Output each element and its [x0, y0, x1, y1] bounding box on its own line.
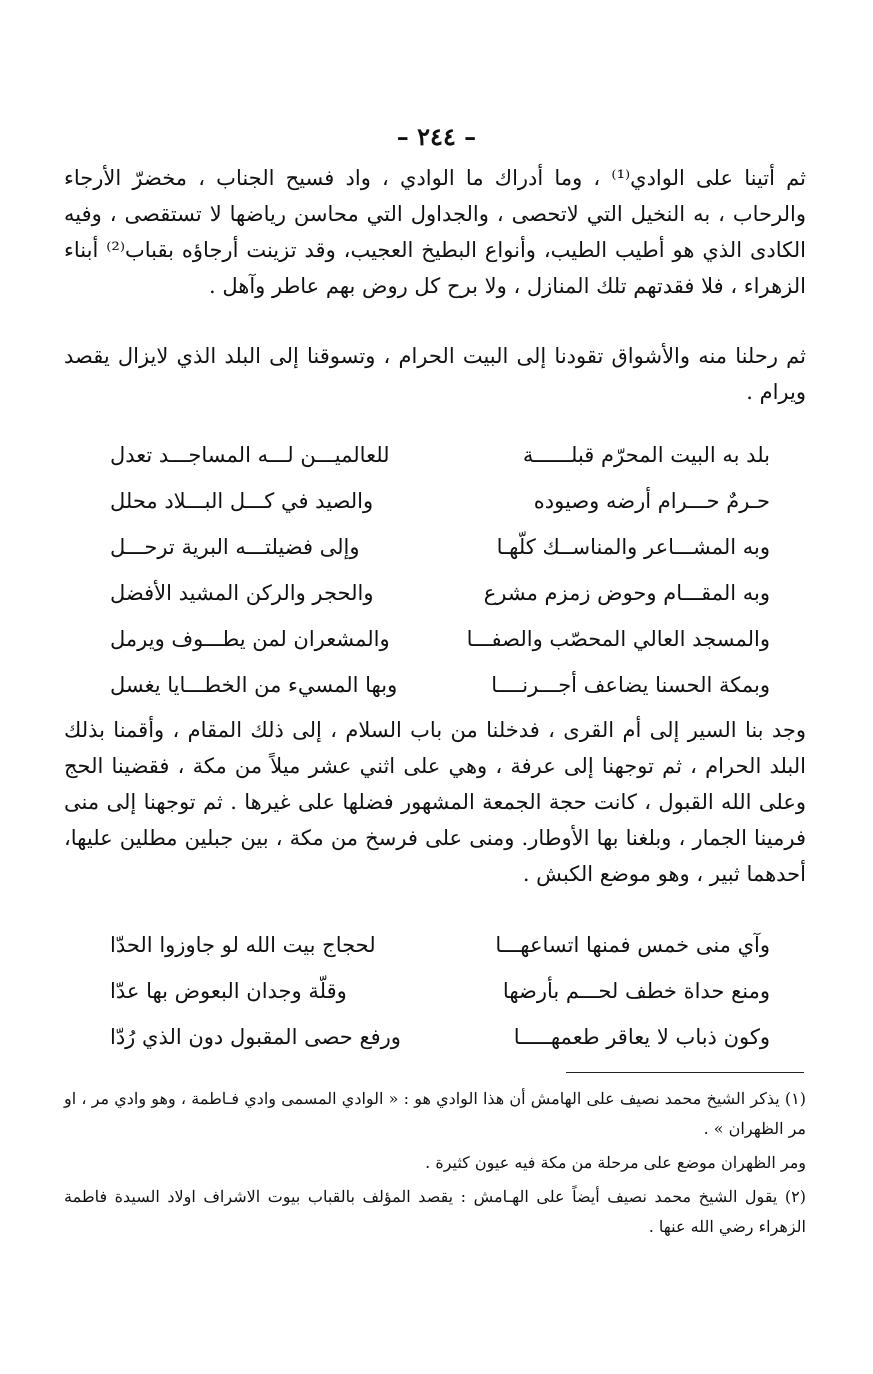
paragraph-text: ثم أتينا على الوادي⁽¹⁾ ، وما أدراك ما الوادي ، واد فسيح الجناب ، مخضرّ الأرجاء والرحاب ، به النخيل التي لاتحصى ، والجداول التي محاسن رياضها لا تستقصى ، وفيه الكادى الذي هو أطيب الطيب، وأنواع البطيخ العجيب، وقد تزينت أرجاؤه بقباب⁽²⁾ أبناء الزهراء ، فلا فقدتهم تلك المنازل ، ولا برح كل روض بهم عاطر وآهل .	[64, 166, 806, 298]
verse-line	[110, 1014, 770, 1060]
verse-second-hemistich: والصيد في كـــل البـــلاد محلل	[110, 489, 374, 513]
verse-first-hemistich: حـرمٌ حـــرام أرضه وصيوده	[533, 489, 770, 513]
footnote-divider	[566, 1072, 804, 1073]
verse-first-hemistich: ومنع حداة خطف لحـــم بأرضها	[502, 979, 770, 1003]
verse-first-hemistich: وبه المقـــام وحوض زمزم مشرع	[483, 581, 770, 605]
verse-second-hemistich: وقلّة وجدان البعوض بها عدّا	[110, 979, 347, 1003]
verse-second-hemistich: لحجاج بيت الله لو جاوزوا الحدّا	[110, 933, 376, 957]
verse-second-hemistich: والحجر والركن المشيد الأفضل	[110, 581, 374, 605]
verse-line	[110, 968, 770, 1014]
verse-second-hemistich: ورفع حصى المقبول دون الذي رُدّا	[110, 1025, 401, 1049]
footnote-2: (٢) يقول الشيخ محمد نصيف أيضاً على الهـامش : يقصد المؤلف بالقباب بيوت الاشراف اولاد السيدة فاطمة الزهراء رضي الله عنها .	[64, 1187, 806, 1236]
footnotes	[64, 1084, 806, 1246]
verse-line	[110, 570, 770, 616]
verse-second-hemistich: والمشعران لمن يطـــوف ويرمل	[110, 627, 390, 651]
paragraph-1	[64, 160, 806, 304]
paragraph-text: وجد بنا السير إلى أم القرى ، فدخلنا من باب السلام ، إلى ذلك المقام ، وأقمنا بذلك البلد الحرام ، ثم توجهنا إلى عرفة ، وهي على اثني عشر ميلاً من مكة ، فقضينا الحج وعلى الله القبول ، كانت حجة الجمعة المشهور فضلها على غيرها . ثم توجهنا إلى منى فرمينا الجمار ، وبلغنا بها الأوطار. ومنى على فرسخ من مكة ، بين جبلين مطلين عليها، أحدهما ثبير ، وهو موضع الكبش .	[64, 718, 806, 886]
footnote-1-continued: ومر الظهران موضع على مرحلة من مكة فيه عيون كثيرة .	[425, 1153, 806, 1172]
poem-1	[110, 432, 770, 708]
verse-line	[110, 662, 770, 708]
verse-line	[110, 478, 770, 524]
verse-first-hemistich: بلد به البيت المحرّم قبلــــــة	[522, 443, 770, 467]
verse-first-hemistich: وآي منى خمس فمنها اتساعهـــا	[495, 933, 770, 957]
verse-second-hemistich: للعالميـــن لـــه المساجـــد تعدل	[110, 443, 390, 467]
verse-first-hemistich: والمسجد العالي المحصّب والصفـــا	[466, 627, 770, 651]
page-number: – ٢٤٤ –	[396, 122, 477, 151]
poem-2	[110, 922, 770, 1060]
paragraph-text: ثم رحلنا منه والأشواق تقودنا إلى البيت الحرام ، وتسوقنا إلى البلد الذي لايزال يقصد ويرام .	[64, 344, 806, 404]
verse-second-hemistich: وبها المسيء من الخطـــايا يغسل	[110, 673, 398, 697]
verse-line	[110, 616, 770, 662]
footnote-1: (١) يذكر الشيخ محمد نصيف على الهامش أن هذا الوادي هو : « الوادي المسمى وادي فـاطمة ، وهو وادي مر ، او مر الظهران » .	[64, 1089, 806, 1138]
verse-second-hemistich: وإلى فضيلتـــه البرية ترحـــل	[110, 535, 360, 559]
paragraph-2	[64, 338, 806, 410]
verse-first-hemistich: وكون ذباب لا يعاقر طعمهـــــا	[513, 1025, 770, 1049]
verse-first-hemistich: وبه المشـــاعر والمناســك كلّهـا	[496, 535, 770, 559]
verse-line	[110, 922, 770, 968]
verse-line	[110, 432, 770, 478]
paragraph-3	[64, 712, 806, 892]
verse-line	[110, 524, 770, 570]
verse-first-hemistich: وبمكة الحسنا يضاعف أجـــرنــــا	[491, 673, 770, 697]
